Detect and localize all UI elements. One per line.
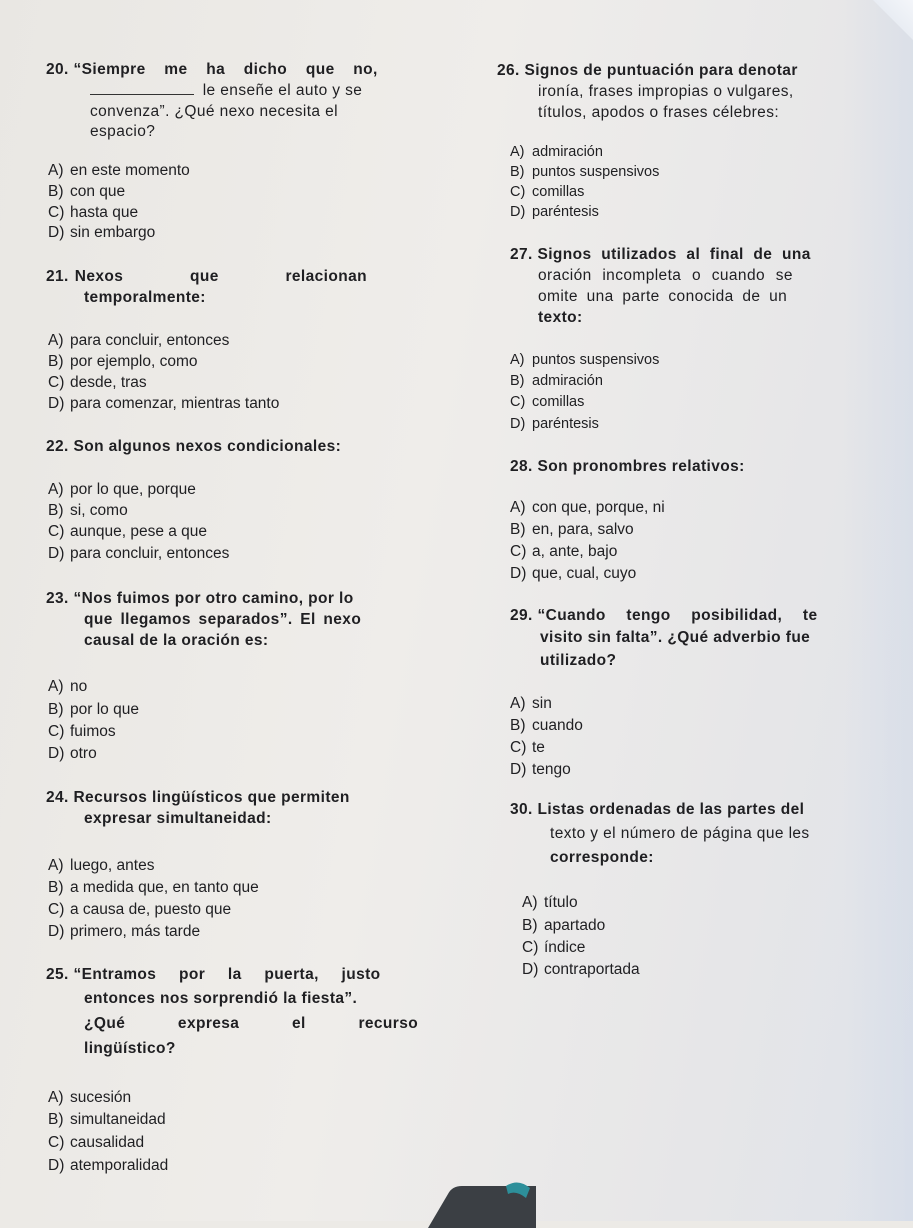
option-22-c[interactable]: [48, 522, 207, 542]
option-20-d[interactable]: [48, 223, 155, 243]
question-20-line-3: convenza”. ¿Qué nexo necesita el: [90, 103, 339, 120]
option-text: cuando: [532, 717, 583, 734]
option-text: sin: [532, 695, 552, 712]
option-28-c[interactable]: [510, 542, 617, 562]
question-number: 25.: [46, 966, 69, 983]
question-21: [46, 266, 416, 287]
question-30: [510, 799, 804, 820]
question-30-line-2: texto y el número de página que les: [550, 825, 810, 842]
option-letter: B): [48, 1111, 64, 1128]
option-letter: B): [510, 521, 526, 538]
option-letter: B): [48, 502, 64, 519]
option-text: luego, antes: [70, 857, 155, 874]
question-text-line: Signos de puntuación para denotar: [524, 62, 798, 79]
option-letter: A): [48, 162, 64, 179]
option-letter: A): [510, 499, 526, 516]
question-number: 23.: [46, 590, 69, 607]
option-letter: D): [48, 224, 65, 241]
option-text: para concluir, entonces: [70, 545, 230, 562]
option-text: para concluir, entonces: [70, 332, 230, 349]
option-letter: A): [510, 695, 526, 712]
option-text: primero, más tarde: [70, 923, 201, 940]
option-text: que, cual, cuyo: [532, 565, 637, 582]
option-text: comillas: [532, 394, 585, 410]
option-24-d[interactable]: [48, 922, 200, 942]
option-21-c[interactable]: [48, 373, 147, 393]
question-23-line-2: que llegamos separados”. El nexo: [84, 611, 362, 628]
option-text: puntos suspensivos: [532, 352, 660, 368]
option-text: por lo que, porque: [70, 481, 196, 498]
question-21-line-2: temporalmente:: [84, 289, 206, 306]
option-letter: C): [48, 204, 65, 221]
option-29-c[interactable]: [510, 738, 545, 758]
option-letter: D): [510, 204, 526, 220]
question-26: [497, 60, 798, 81]
option-25-b[interactable]: [48, 1110, 166, 1130]
option-22-d[interactable]: [48, 544, 229, 564]
option-text: a, ante, bajo: [532, 543, 618, 560]
option-text: paréntesis: [532, 416, 599, 432]
option-30-c[interactable]: [522, 938, 585, 958]
question-27-line-2: oración incompleta o cuando se: [538, 267, 793, 284]
option-23-d[interactable]: [48, 744, 97, 764]
option-text: simultaneidad: [70, 1111, 166, 1128]
question-27: [510, 244, 811, 265]
option-letter: C): [510, 394, 526, 410]
option-26-d[interactable]: [510, 202, 599, 222]
option-22-a[interactable]: [48, 480, 196, 500]
option-text: si, como: [70, 502, 128, 519]
option-text: comillas: [532, 184, 585, 200]
option-letter: D): [48, 923, 65, 940]
option-text: admiración: [532, 144, 603, 160]
option-27-b[interactable]: [510, 371, 603, 391]
option-25-d[interactable]: [48, 1156, 168, 1176]
question-20-line-4: espacio?: [90, 123, 156, 140]
option-letter: C): [510, 543, 527, 560]
question-text-line: Son pronombres relativos:: [537, 458, 745, 475]
option-text: a causa de, puesto que: [70, 901, 232, 918]
option-letter: D): [48, 395, 65, 412]
option-text: te: [532, 739, 545, 756]
option-letter: A): [48, 857, 64, 874]
option-23-b[interactable]: [48, 700, 139, 720]
option-letter: D): [522, 961, 539, 978]
question-28: [510, 456, 745, 477]
option-text: por ejemplo, como: [70, 353, 198, 370]
question-text-line: “Cuando tengo posibilidad, te: [537, 607, 818, 624]
option-20-a[interactable]: [48, 161, 190, 181]
option-letter: B): [510, 717, 526, 734]
option-letter: C): [48, 1134, 65, 1151]
option-28-a[interactable]: [510, 498, 665, 518]
option-23-c[interactable]: [48, 722, 116, 742]
question-29: [510, 605, 818, 626]
option-text: no: [70, 678, 88, 695]
question-23: [46, 588, 354, 609]
option-29-b[interactable]: [510, 716, 583, 736]
option-text: sin embargo: [70, 224, 156, 241]
question-27-line-4: texto:: [538, 309, 583, 326]
option-letter: D): [510, 416, 526, 432]
question-29-line-3: utilizado?: [540, 652, 617, 669]
option-24-a[interactable]: [48, 856, 154, 876]
option-text: con que, porque, ni: [532, 499, 665, 516]
option-26-a[interactable]: [510, 142, 603, 162]
option-letter: A): [48, 1089, 64, 1106]
option-22-b[interactable]: [48, 501, 128, 521]
option-29-d[interactable]: [510, 760, 571, 780]
question-number: 24.: [46, 789, 69, 806]
option-letter: C): [48, 723, 65, 740]
question-text-line: le enseñe el auto y se: [202, 82, 363, 99]
option-text: atemporalidad: [70, 1157, 169, 1174]
option-letter: B): [48, 353, 64, 370]
option-text: apartado: [544, 917, 606, 934]
option-23-a[interactable]: [48, 677, 87, 697]
option-letter: A): [48, 332, 64, 349]
option-21-b[interactable]: [48, 352, 198, 372]
question-text-line: “Entramos por la puerta, justo: [73, 966, 381, 983]
option-20-c[interactable]: [48, 203, 138, 223]
option-21-a[interactable]: [48, 331, 229, 351]
option-letter: A): [522, 894, 538, 911]
option-30-a[interactable]: [522, 893, 578, 913]
question-25: [46, 964, 381, 985]
question-text-line: Recursos lingüísticos que permiten: [73, 789, 350, 806]
question-number: 30.: [510, 801, 533, 818]
option-text: para comenzar, mientras tanto: [70, 395, 280, 412]
option-letter: D): [48, 545, 65, 562]
option-text: contraportada: [544, 961, 640, 978]
option-letter: B): [48, 701, 64, 718]
question-25-line-4: lingüístico?: [84, 1040, 176, 1057]
option-25-a[interactable]: [48, 1088, 131, 1108]
option-letter: C): [48, 523, 65, 540]
question-number: 27.: [510, 246, 533, 263]
option-text: tengo: [532, 761, 571, 778]
option-letter: B): [510, 164, 525, 180]
question-number: 29.: [510, 607, 533, 624]
option-29-a[interactable]: [510, 694, 552, 714]
option-letter: A): [48, 678, 64, 695]
question-30-line-3: corresponde:: [550, 849, 654, 866]
option-text: en, para, salvo: [532, 521, 634, 538]
option-text: por lo que: [70, 701, 139, 718]
option-letter: C): [48, 901, 65, 918]
option-28-b[interactable]: [510, 520, 634, 540]
option-text: con que: [70, 183, 126, 200]
option-letter: A): [48, 481, 64, 498]
option-text: fuimos: [70, 723, 116, 740]
option-text: sucesión: [70, 1089, 132, 1106]
option-letter: B): [522, 917, 538, 934]
question-27-line-3: omite una parte conocida de un: [538, 288, 788, 305]
option-26-c[interactable]: [510, 182, 584, 202]
question-20-line-2: [90, 80, 362, 101]
question-24: [46, 787, 350, 808]
question-text-line: “Nos fuimos por otro camino, por lo: [73, 590, 354, 607]
question-text-line: Signos utilizados al final de una: [537, 246, 811, 263]
question-25-line-2: entonces nos sorprendió la fiesta”.: [84, 990, 358, 1007]
option-letter: D): [48, 1157, 65, 1174]
page-edge-shadow: [843, 0, 913, 1221]
option-letter: A): [510, 144, 525, 160]
option-27-c[interactable]: [510, 392, 584, 412]
question-number: 26.: [497, 62, 520, 79]
question-20: [46, 59, 378, 80]
option-30-b[interactable]: [522, 916, 605, 936]
option-24-c[interactable]: [48, 900, 231, 920]
option-text: índice: [544, 939, 586, 956]
option-letter: B): [48, 183, 64, 200]
option-text: en este momento: [70, 162, 190, 179]
question-text-line: Nexos que relacionan: [74, 268, 367, 285]
question-number: 20.: [46, 61, 69, 78]
question-text-line: Son algunos nexos condicionales:: [73, 438, 342, 455]
option-text: otro: [70, 745, 97, 762]
question-number: 28.: [510, 458, 533, 475]
option-letter: C): [522, 939, 539, 956]
answer-blank: [90, 80, 194, 95]
question-26-line-3: títulos, apodos o frases célebres:: [538, 104, 780, 121]
question-number: 22.: [46, 438, 69, 455]
option-20-b[interactable]: [48, 182, 125, 202]
option-24-b[interactable]: [48, 878, 259, 898]
option-text: aunque, pese a que: [70, 523, 208, 540]
option-27-d[interactable]: [510, 414, 599, 434]
question-text-line: Listas ordenadas de las partes del: [537, 801, 805, 818]
option-text: título: [544, 894, 578, 911]
option-letter: B): [510, 373, 525, 389]
option-text: puntos suspensivos: [532, 164, 660, 180]
question-text-line: “Siempre me ha dicho que no,: [73, 61, 378, 78]
option-25-c[interactable]: [48, 1133, 144, 1153]
question-number: 21.: [46, 268, 69, 285]
option-letter: D): [510, 565, 527, 582]
question-22: [46, 436, 341, 457]
option-letter: C): [48, 374, 65, 391]
option-letter: C): [510, 739, 527, 756]
option-letter: D): [48, 745, 65, 762]
question-26-line-2: ironía, frases impropias o vulgares,: [538, 83, 794, 100]
option-28-d[interactable]: [510, 564, 636, 584]
option-30-d[interactable]: [522, 960, 640, 980]
option-21-d[interactable]: [48, 394, 279, 414]
question-23-line-3: causal de la oración es:: [84, 632, 269, 649]
question-29-line-2: visito sin falta”. ¿Qué adverbio fue: [540, 629, 811, 646]
option-text: paréntesis: [532, 204, 599, 220]
option-text: admiración: [532, 373, 603, 389]
option-text: a medida que, en tanto que: [70, 879, 259, 896]
option-text: causalidad: [70, 1134, 145, 1151]
option-letter: B): [48, 879, 64, 896]
option-26-b[interactable]: [510, 162, 659, 182]
option-letter: A): [510, 352, 525, 368]
question-24-line-2: expresar simultaneidad:: [84, 810, 272, 827]
option-text: desde, tras: [70, 374, 147, 391]
option-letter: D): [510, 761, 527, 778]
option-text: hasta que: [70, 204, 139, 221]
question-25-line-3: ¿Qué expresa el recurso: [84, 1015, 419, 1032]
option-27-a[interactable]: [510, 350, 659, 370]
option-letter: C): [510, 184, 526, 200]
